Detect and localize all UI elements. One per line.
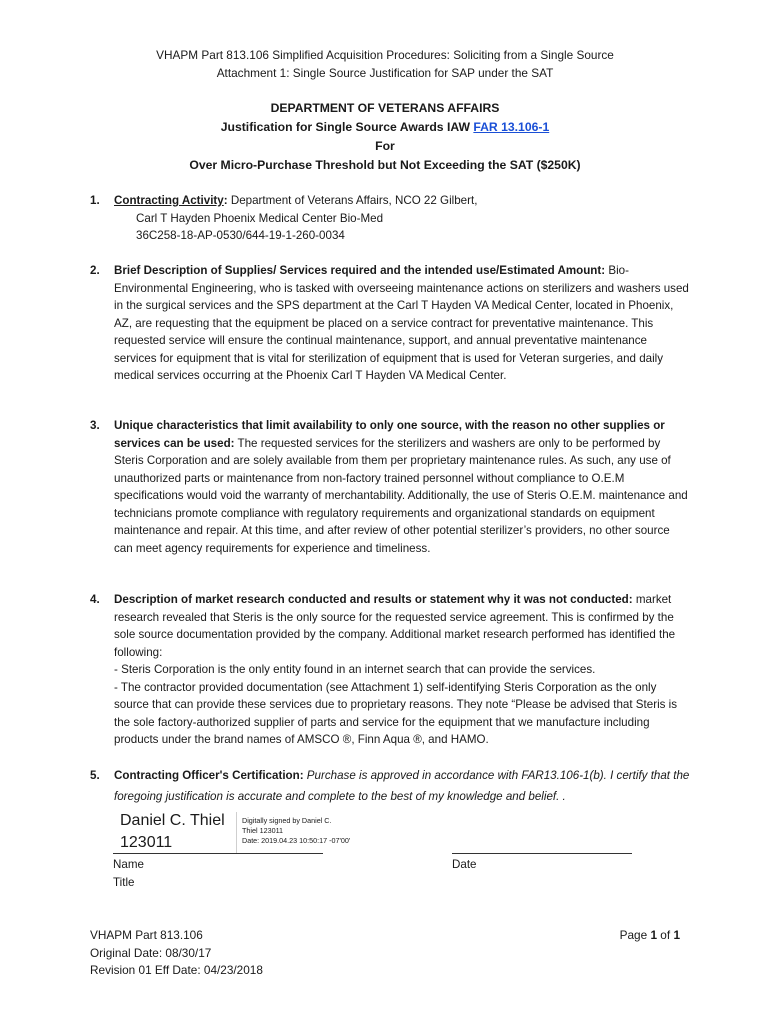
digital-signature-line-1: Digitally signed by Daniel C. bbox=[242, 816, 332, 825]
title-for: For bbox=[375, 139, 395, 153]
section-1-label: Contracting Activity bbox=[114, 194, 224, 207]
section-4-bullet-1: - Steris Corporation is the only entity found in an internet search that can provide the services. bbox=[114, 663, 596, 676]
name-signature-line bbox=[113, 853, 323, 854]
digital-signature-line-2: Thiel 123011 bbox=[242, 826, 284, 835]
digital-signature-info bbox=[242, 816, 350, 846]
page-number bbox=[620, 927, 680, 945]
section-2-label: Brief Description of Supplies/ Services required and the intended use/Estimated Amount: bbox=[114, 264, 606, 277]
section-1 bbox=[90, 192, 690, 245]
section-5-text: Purchase is approved in accordance with FAR13.106-1(b). I certify that the foregoing justification is accurate and complete to the best of my knowledge and belief. . bbox=[114, 769, 690, 803]
section-1-text: Department of Veterans Affairs, NCO 22 Gilbert, bbox=[227, 194, 478, 207]
section-5-label: Contracting Officer's Certification: bbox=[114, 769, 304, 782]
footer-line-3: Revision 01 Eff Date: 04/23/2018 bbox=[90, 963, 263, 977]
section-3-number: 3. bbox=[90, 419, 100, 432]
section-4-number: 4. bbox=[90, 593, 100, 606]
signature-name-line-2: 123011 bbox=[120, 834, 173, 851]
document-header bbox=[0, 47, 770, 82]
footer-line-1: VHAPM Part 813.106 bbox=[90, 928, 203, 942]
section-1-colon: : bbox=[223, 194, 228, 207]
title-label: Title bbox=[113, 876, 135, 889]
section-1-line-2: Carl T Hayden Phoenix Medical Center Bio-Med bbox=[136, 211, 384, 225]
page-of: of bbox=[657, 928, 674, 942]
page-prefix: Page bbox=[619, 928, 651, 942]
title-justification bbox=[0, 118, 770, 137]
page-total: 1 bbox=[673, 928, 680, 942]
far-link[interactable]: FAR 13.106-1 bbox=[473, 120, 550, 134]
page-current: 1 bbox=[650, 928, 658, 942]
section-4-bullet-2: - The contractor provided documentation (see Attachment 1) self-identifying Steris Corporation as the only source that can provide these services due to proprietary reasons. They note “Please be advised that Steris is the sole factory-authorized supplier of parts and service for the equipment that we manufacture including products under the brand names of AMSCO ®, Finn Aqua ®, and HAMO. bbox=[114, 680, 678, 746]
name-label: Name bbox=[113, 858, 144, 871]
section-3-label: Unique characteristics that limit availability to only one source, with the reason no other supplies or services can be used: bbox=[114, 419, 665, 450]
signature-divider bbox=[236, 812, 237, 854]
section-4-label: Description of market research conducted and results or statement why it was not conducted: bbox=[114, 593, 633, 606]
section-4-text: market research revealed that Steris is the only source for the requested service agreement. This is confirmed by the sole source documentation provided by the company. Additional market research performed has identified the following: bbox=[114, 593, 676, 659]
header-line-2: Attachment 1: Single Source Justification for SAP under the SAT bbox=[216, 65, 554, 80]
title-block bbox=[0, 99, 770, 175]
section-5-number: 5. bbox=[90, 769, 100, 782]
footer-line-2: Original Date: 08/30/17 bbox=[90, 945, 212, 960]
signature-name bbox=[120, 810, 225, 854]
section-4 bbox=[90, 591, 690, 749]
title-justification-text: Justification for Single Source Awards IAW bbox=[220, 120, 474, 134]
footer-info bbox=[90, 927, 263, 980]
section-2-number: 2. bbox=[90, 264, 100, 277]
header-line-1: VHAPM Part 813.106 Simplified Acquisition Procedures: Soliciting from a Single Source bbox=[156, 48, 614, 62]
section-3-text: The requested services for the sterilizers and washers are only to be performed by Steris Corporation and are solely available from them per proprietary maintenance rules. As such, any use of unauthorized parts or maintenance from non-factory trained personnel without compliance to O.E.M specifications would void the warranty of merchantability. Additionally, the use of Steris O.E.M. maintenance and technicians promote compliance with regulatory requirements and organizational standards on equipment maintenance and repair. At this time, and after review of other potential sterilizer’s providers, no other source can meet agency requirements for experience and timeliness. bbox=[114, 436, 688, 555]
signature-name-line-1: Daniel C. Thiel bbox=[120, 812, 225, 829]
date-label: Date bbox=[452, 858, 477, 871]
section-5 bbox=[90, 765, 690, 807]
section-2 bbox=[90, 262, 690, 385]
title-department: DEPARTMENT OF VETERANS AFFAIRS bbox=[270, 101, 500, 115]
date-signature-line bbox=[452, 853, 632, 854]
section-2-text: Bio-Environmental Engineering, who is tasked with overseeing maintenance actions on sterilizers and washers used in the surgical services and the SPS department at the Carl T Hayden VA Medical Center, located in Phoenix, AZ, are requesting that the equipment be placed on a service contract for preventative maintenance. This requested service will ensure the continual maintenance, support, and annual preventative maintenance services for equipment that is vital for sterilization of equipment that is used for Veteran surgeries, and daily medical services occurring at the Phoenix Carl T Hayden VA Medical Center. bbox=[114, 264, 689, 382]
title-threshold: Over Micro-Purchase Threshold but Not Exceeding the SAT ($250K) bbox=[189, 158, 581, 172]
section-1-number: 1. bbox=[90, 194, 100, 207]
section-1-line-3: 36C258-18-AP-0530/644-19-1-260-0034 bbox=[136, 229, 345, 242]
digital-signature-line-3: Date: 2019.04.23 10:50:17 -07'00' bbox=[242, 836, 351, 845]
section-3 bbox=[90, 417, 690, 557]
